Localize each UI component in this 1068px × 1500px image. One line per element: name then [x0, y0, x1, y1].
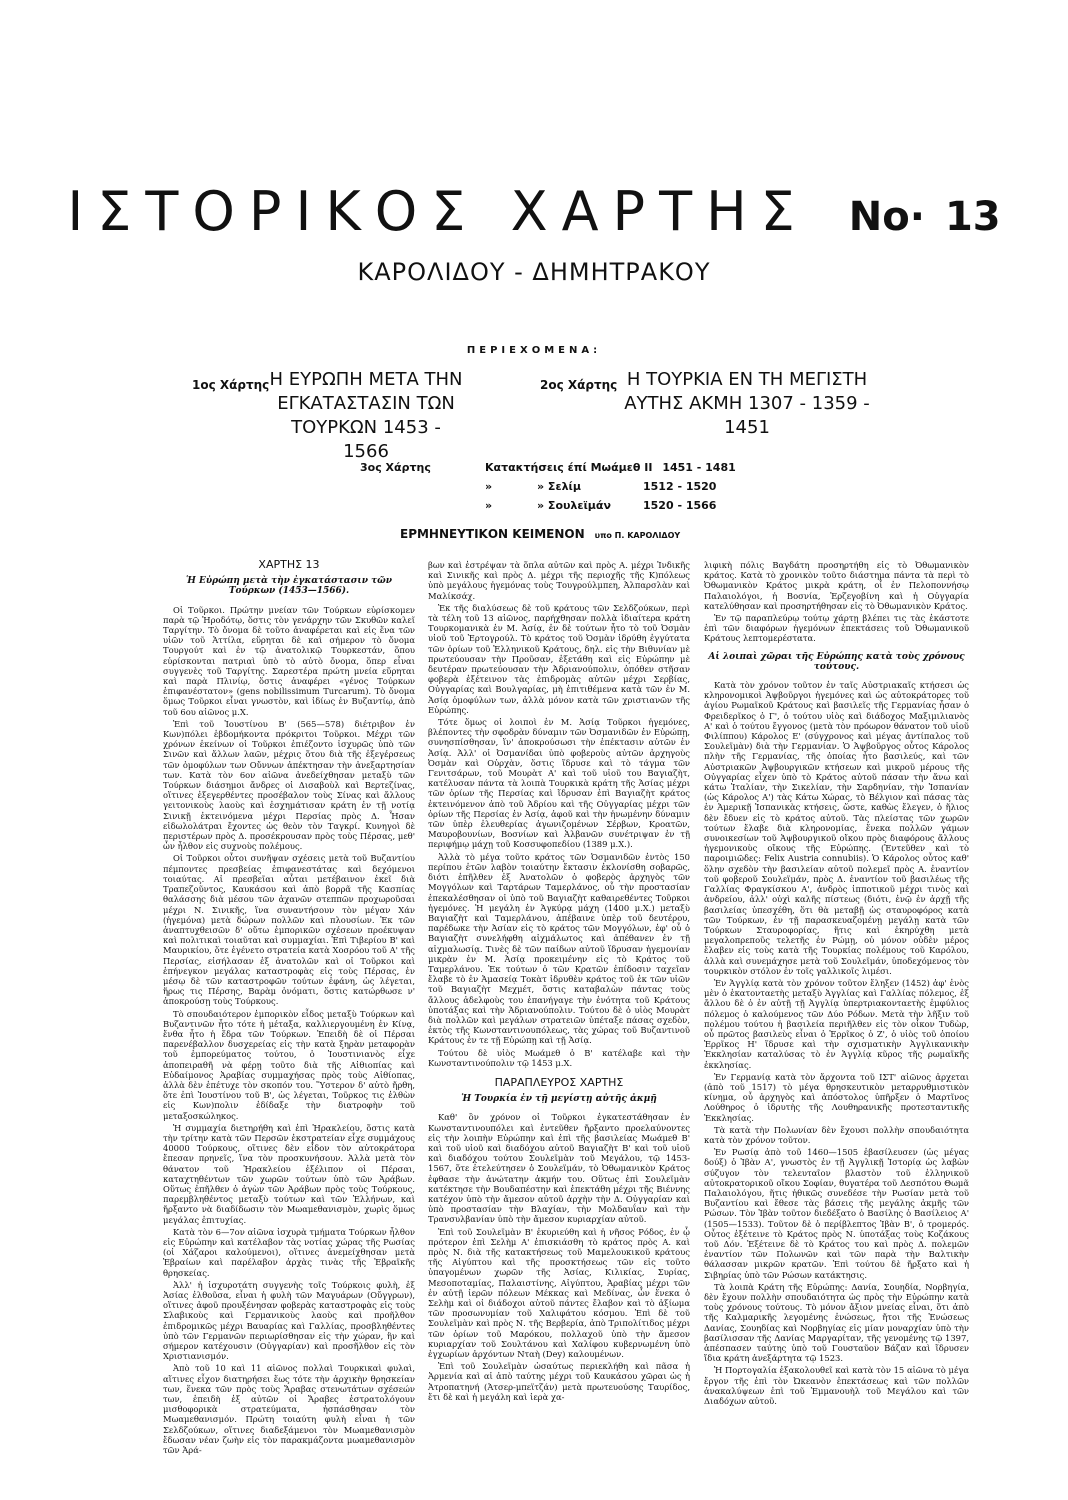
map2-label: 2ος Χάρτης	[540, 378, 618, 392]
paragraph: Ἀλλὰ τὸ μέγα τοῦτο κράτος τῶν Ὀσμανιδῶν ἐντὸς 150 περίπου ἐτῶν λαβὸν τοιαύτην ἔκτασιν ἐκλονίσθη σοβαρῶς, διότι ἐπῆλθεν ἐξ Ἀνατολῶν ὁ φοβερὸς ἀρχηγὸς τῶν Μογγόλων καὶ Ταρτάρων Ταμερλάνος, οὗ τὴν προστασίαν ἐπεκαλέσθησαν οἱ ὑπὸ τοῦ Βαγιαζὴτ καθαιρεθέντες Τοῦρκοι ἡγεμόνες. Ἡ μεγάλη ἐν Ἀγκύρᾳ μάχη (1400 μ.Χ.) μεταξὺ Βαγιαζὴτ καὶ Ταμερλάνου, ἀπέβαινε ὑπὲρ τοῦ δευτέρου, παρέδωκε τὴν Ἀσίαν εἰς τὸ κράτος τῶν Μογγόλων, ἐφ' οὗ ὁ Βαγιαζὴτ συνελήφθη αἰχμάλωτος καὶ ἀπέθανεν ἐν τῇ αἰχμαλωσίᾳ. Τινὲς δὲ τῶν παίδων αὐτοῦ ἵδρυσαν ἡγεμονίαν μικρὰν ἐν Μ. Ἀσίᾳ προκειμένην εἰς τὸ Κράτος τοῦ Ταμερλάνου. Ἐκ τούτων ὁ τῶν Κρατῶν ἐπίδοσιν ταχεῖαν ἔλαβε τὸ ἐν Ἀμασείᾳ Τοκὰτ ἱδρυθὲν κράτος τοῦ ἐκ τῶν υἱῶν τοῦ Βαγιαζὴτ Μεχμέτ, ὅστις καταβαλὼν πάντας τοὺς ἄλλους ἀδελφοὺς του ἐπανήγαγε τὴν ἑνότητα τοῦ Κράτους ὑποτάξας καὶ τὴν Ἀδριανούπολιν. Τούτου δὲ ὁ υἱὸς Μουρὰτ διὰ πολλῶν καὶ μεγάλων στρατειῶν ὑπέταξε πάσας σχεδὸν, ἐκτὸς τῆς Κωνσταντινουπόλεως, τὰς χώρας τοῦ Βυζαντινοῦ Κράτους ἐν τε τῇ Εὐρώπῃ καὶ τῇ Ἀσίᾳ.	[428, 851, 690, 1046]
paragraph: Ἐν Ἀγγλίᾳ κατὰ τὸν χρόνον τοῦτον ἔληξεν (1452) ἀφ' ἑνὸς μὲν ὁ ἑκατονταετὴς μεταξὺ Ἀγγλίας καὶ Γαλλίας πόλεμος, ἐξ ἄλλου δὲ ὁ ἐν αὐτῇ τῇ Ἀγγλίᾳ ὑπερτριακονταετὴς ἐμφύλιος πόλεμος ὁ καλούμενος τῶν Δύο Ρόδων. Μετὰ τὴν λῆξιν τοῦ πολέμου τούτου ἡ βασιλεία περιῆλθεν εἰς τὸν οἶκον Τυδὼρ, οὗ πρῶτος βασιλεὺς εἶναι ὁ Ἑρρῖκος ὁ Ζ', ὁ υἱὸς τοῦ ὁποίου Ἑρρῖκος Η' ἵδρυσε καὶ τὴν σχισματικὴν Ἀγγλικανικὴν Ἐκκλησίαν καταλύσας τὸ ἐν Ἀγγλίᾳ κῦρος τῆς ρωμαϊκῆς ἐκκλησίας.	[704, 977, 969, 1070]
map2-title-line1: Η ΤΟΥΡΚΙΑ ΕΝ ΤΗ ΜΕΓΙΣΤΗ	[626, 369, 868, 390]
map3-row1-c: 1451 - 1481	[662, 461, 736, 474]
paragraph: Ἐκ τῆς διαλύσεως δὲ τοῦ κράτους τῶν Σελδζούκων, περὶ τὰ τέλη τοῦ 13 αἰῶνος, παρήχθησαν πολλὰ ἰδιαίτερα κράτη Τουρκομανικὰ ἐν Μ. Ἀσίᾳ, ἐν δὲ τούτων ἦτο τὸ τοῦ Ὀσμὰν υἱοῦ τοῦ Ἐρτογρούλ. Τὸ κράτος τοῦ Ὀσμὰν ἱδρύθη ἐγγύτατα τῶν ὁρίων τοῦ Ἑλληνικοῦ Κράτους, δηλ. εἰς τὴν Βιθυνίαν μὲ πρωτεύουσαν τὴν Προῦσαν, ἐξετάθη καὶ εἰς Εὐρώπην μὲ δευτέραν πρωτεύουσαν τὴν Ἀδριανούπολιν, ὁπόθεν στῆσαν φοβερὰ ἐξέτεινον τὰς ἐπιδρομὰς αὐτῶν μέχρι Σερβίας, Οὐγγαρίας καὶ Βουλγαρίας, μὴ ἐπιτιθέμενα κατὰ τῶν ἐν Μ. Ἀσίᾳ ὁμοφύλων των, ἀλλὰ μόνον κατὰ τῶν χριστιανῶν τῆς Εὐρώπης.	[428, 602, 690, 715]
paragraph: λιφικὴ πόλις Βαγδάτη προσηρτήθη εἰς τὸ Ὀθωμανικὸν κράτος. Κατὰ τὸ χρονικὸν τοῦτο διάστημα πάντα τὰ περὶ τὸ Ὀθωμανικὸν Κράτος μικρὰ κράτη, οἷ ἐν Πελοποννήσῳ Παλαιολόγοι, ἡ Βοσνία, Ἑρζεγοβίνη καὶ ἡ Οὐγγαρία κατελύθησαν καὶ προσηρτήθησαν εἰς τὸ Ὀθωμανικὸν Κράτος.	[704, 560, 969, 611]
map1-title-line2: ΕΓΚΑΤΑΣΤΑΣΙΝ ΤΩΝ	[277, 393, 455, 414]
text-column-1	[163, 560, 415, 1457]
map3-row1-a: Κατακτήσεις	[485, 461, 564, 474]
paragraph: Ἡ συμμαχία διετηρήθη καὶ ἐπὶ Ἡρακλείου, ὅστις κατὰ τὴν τρίτην κατὰ τῶν Περσῶν ἐκστρατείαν εἶχε συμμάχους 40000 Τούρκους, οἵτινες δὲν εἶδον τὸν αὐτοκράτορα ἔπεσαν πρηνεῖς, ἵνα τὸν προσκυνήσουν. Ἀλλὰ μετὰ τὸν θάνατον τοῦ Ἡρακλείου ἐξέλιπον οἱ Πέρσαι, καταχτηθέντων τῶν χωρῶν τούτων ὑπὸ τῶν Ἀράβων. Οὕτως ἐπῆλθεν ὁ ἀγὼν τῶν Ἀράβων πρὸς τοὺς Τούρκους, παρεμβληθέντος μεταξὺ τούτων καὶ τῶν Ἑλλήνων, καὶ ἤρξαντο νὰ διαδίδωσιν τὸν Μωαμεθανισμὸν, χωρὶς ὅμως μεγάλας ἐπιτυχίας.	[163, 1122, 415, 1225]
text-column-2	[428, 560, 690, 1404]
paragraph: Ἐν Γερμανίᾳ κατὰ τὸν ἄρχοντα τοῦ ΙΣΤ' αἰῶνος ἀρχεται (ἀπὸ τοῦ 1517) τὸ μέγα θρησκευτικὸν μεταρρυθμιστικὸν κίνημα, οὗ ἀρχηγὸς καὶ ἀπόστολος ὑπῆρξεν ὁ Μαρτῖνος Λούθηρος ὁ ἱδρυτὴς τῆς Λουθηρανικῆς προτεσταντικῆς Ἐκκλησίας.	[704, 1071, 969, 1123]
map-number: 13	[944, 194, 1001, 240]
number-label: Νο·	[848, 194, 925, 240]
map2-title	[612, 368, 882, 440]
text-column-3	[704, 560, 969, 1408]
commentary-author: υπο Π. ΚΑΡΟΛΙΔΟΥ	[594, 531, 681, 540]
commentary-heading	[400, 527, 680, 541]
paragraph: Ἐπὶ τοῦ Ἰουστίνου Β' (565—578) διέτριβον ἐν Κων)πόλει ἑβδομήκοντα πρόκριτοι Τοῦρκοι. Μέχρι τῶν χρόνων ἐκείνων οἱ Τοῦρκοι ἐπιέζοντο ἰσχυρῶς ὑπὸ τῶν Σινῶν καὶ ἄλλων λαῶν, μέχρις ὅτου διὰ τῆς ἐξεγέρσεως τῶν ὁμοφύλων των Οὔννων ἀπέκτησαν τὴν ἀνεξαρτησίαν των. Κατὰ τὸν 6ον αἰῶνα ἀνεδείχθησαν μεταξὺ τῶν Τούρκων διάσημοι ἄνδρες οἱ Δισαβοὺλ καὶ Βερτεζίνας, οἵτινες ἐξεγερθέντες προσέβαλον τοὺς Σίνας καὶ ἄλλους γειτονικοὺς λαοὺς καὶ ἐσχημάτισαν κράτη ἐν τῇ νοτίᾳ Σινικῇ ἐκτεινόμενα μέχρι Περσίας πρὸς Δ. Ἦσαν εἰδωλολάτραι ἔχοντες ὡς θεὸν τὸν Ταγκρί. Κυνηγοὶ δὲ περιστέρων πρὸς Δ. προσέκρουσαν πρὸς τοὺς Πέρσας, μεθ' ὧν ἦλθον εἰς συχνοὺς πολέμους.	[163, 718, 415, 852]
paragraph: Τότε ὅμως οἱ λοιποὶ ἐν Μ. Ἀσίᾳ Τοῦρκοι ἡγεμόνες, βλέποντες τὴν σφοδρὰν δύναμιν τῶν Ὀσμανιδῶν ἐν Εὐρώπῃ, συνησπίσθησαν, ἵν' ἀποκρούσωσι τὴν ἐπέκτασιν αὐτῶν ἐν Ἀσίᾳ. Ἀλλ' οἱ Ὀσμανίδαι ὑπὸ φοβεροὺς αὐτῶν ἀρχηγοὺς Ὀσμὰν καὶ Οὐρχὰν, ὅστις ἵδρυσε καὶ τὸ τάγμα τῶν Γενιτσάρων, τοῦ Μουρὰτ Α' καὶ τοῦ υἱοῦ του Βαγιαζὴτ, κατέλυσαν πάντα τὰ λοιπὰ Τουρκικὰ κράτη τῆς Ἀσίας μέχρι τῶν ὁρίων τῆς Περσίας καὶ ἵδρυσαν ἐπὶ Βαγιαζὴτ κράτος ἐκτεινόμενον ἀπὸ τοῦ Ἀδρίου καὶ τῆς Οὐγγαρίας μέχρι τῶν ὁρίων τῆς Περσίας ἐν Ἀσίᾳ, ἀφοῦ καὶ τὴν ἡνωμένην δύναμιν τῶν ὑπὲρ ἐλευθερίας ἀγωνιζομένων Σέρβων, Κροατῶν, Μαυροβουνίων, Βοσνίων καὶ Ἀλβανῶν συνέτριψαν ἐν τῇ περιφήμῳ μάχῃ τοῦ Κοσσυφοπεδίου (1389 μ.Χ.).	[428, 717, 690, 850]
paragraph: βων καὶ ἐστρέψαν τὰ ὅπλα αὐτῶν καὶ πρὸς Α. μέχρι Ἰνδικῆς καὶ Σινικῆς καὶ πρὸς Δ. μέχρι τῆς περιοχῆς τῆς Κ)πόλεως ὑπὸ μεγάλους ἡγεμόνας τοὺς Τουγρούλμπεη, Ἀλπαρσλὰν καὶ Μαλίκσάχ.	[428, 560, 690, 601]
paragraph: Καθ' ὃν χρόνον οἱ Τοῦρκοι ἐγκατεστάθησαν ἐν Κωνσταντινουπόλει καὶ ἐντεῦθεν ἤρξαντο προελαύνοντες εἰς τὴν λοιπὴν Εὐρώπην καὶ ἐπὶ τῆς βασιλείας Μωάμεθ Β' καὶ τοῦ υἱοῦ καὶ διαδόχου αὐτοῦ Βαγιαζὴτ Β' καὶ τοῦ υἱοῦ καὶ διαδόχου τούτου Σουλεϊμὰν τοῦ Μεγάλου, τῷ 1453-1567, ὅτε ἐτελεύτησεν ὁ Σουλεϊμάν, τὸ Ὀθωμανικὸν Κράτος ἐφθασε τὴν ἀνώτατην ἀκμήν του. Οὕτως ἐπὶ Σουλεϊμὰν κατέκτησε τὴν Βουδαπέστην καὶ ἐπεκτάθη μέχρι τῆς Βιέννης κατέχον ὑπὸ τὴν ἄμεσον αὐτοῦ ἀρχὴν τὴν Δ. Οὐγγαρίαν καὶ ὑπὸ προστασίαν τὴν Βλαχίαν, τὴν Μολδαυΐαν καὶ τὴν Τρανσυλβανίαν ὑπὸ τὴν ἄμεσον κυριαρχίαν αὐτοῦ.	[428, 1112, 690, 1225]
map3-row	[360, 496, 736, 515]
map1-title-line1: Η ΕΥΡΩΠΗ ΜΕΤΑ ΤΗΝ	[269, 369, 463, 390]
paragraph: Ἐπὶ τοῦ Σουλεϊμὰν Β' ἐκυριεύθη καὶ ἡ νῆσος Ρόδος, ἐν ᾧ πρότερον ἐπὶ Σελὴμ Α' ἐπισκιάσθη τὸ κράτος πρὸς Α. καὶ πρὸς Ν. διὰ τῆς κατακτήσεως τοῦ Μαμελουκικοῦ κράτους τῆς Αἰγύπτου καὶ τῆς προσκτήσεως τῶν εἰς τοῦτο ὑπαγομένων χωρῶν τῆς Ἀσίας, Κιλικίας, Συρίας, Μεσοποταμίας, Παλαιστίνης, Αἰγύπτου, Ἀραβίας μέχρι τῶν ἐν αὐτῇ ἱερῶν πόλεων Μέκκας καὶ Μεδίνας, ὧν ἕνεκα ὁ Σελὴμ καὶ οἱ διάδοχοι αὐτοῦ πάντες ἔλαβον καὶ τὸ ἀξίωμα τῶν προσωνυμίαν τοῦ Χαλιφάτου κόσμου. Ἐπὶ δὲ τοῦ Σουλεϊμὰν καὶ πρὸς Ν. τῆς Βερβερία, ἀπὸ Τριπολίτιδος μέχρι τῶν ὁρίων τοῦ Μαρόκου, πολλαχοῦ ὑπὸ τὴν ἄμεσον κυριαρχίαν τοῦ Σουλτάνου καὶ Χαλίφου κυβερνωμένη ὑπὸ ἐγχωρίων ἀρχόντων Νταὴ (Dey) καλουμένων.	[428, 1226, 690, 1360]
paragraph: Οἱ Τοῦρκοι οὗτοι συνῆψαν σχέσεις μετὰ τοῦ Βυζαντίου πέμποντες πρεσβείας ἐπιφανεστάτας καὶ δεχόμενοι τοιαύτας. Αἱ πρεσβεῖαι αὗται μετέβαινον ἐκεῖ διὰ Τραπεζοῦντος, Καυκάσου καὶ ἀπὸ βορρᾶ τῆς Κασπίας θαλάσσης διὰ μέσου τῶν ἀχανῶν στεππῶν προχωροῦσαι μέχρι Ν. Σινικῆς, ἵνα συναντήσουν τὸν μέγαν Χάν (ἡγεμόνα) μετὰ δώρων πολλῶν καὶ πλουσίων. Ἐκ τῶν ἀναπτυχθεισῶν δ' οὕτω ἐμπορικῶν σχέσεων προέκυψαν καὶ πολιτικαὶ τοιαῦται καὶ συμμαχίαι. Ἐπὶ Τιβερίου Β' καὶ Μαυρικίου, ὅτε ἐγένετο στρατεία κατὰ Χοσρόου τοῦ Α' τῆς Περσίας, εἰσήλασαν ἐξ ἀνατολῶν καὶ οἱ Τοῦρκοι καὶ ἐπήνεγκον μεγάλας καταστροφὰς εἰς τοὺς Πέρσας, ἐν μέσῳ δὲ τῶν καταστροφῶν τούτων ἐφάνη, ὡς λέγεται, ἥρως τις Πέρσης, Βαρὰμ ὀνόματι, ὅστις κατώρθωσε ν' ἀποκρούσῃ τοὺς Τούρκους.	[163, 853, 415, 1007]
map3-row	[360, 458, 736, 477]
paragraph: Τὰ λοιπὰ Κράτη τῆς Εὐρώπης: Δανία, Σουηδία, Νορβηγία, δὲν ἔχουν πολλὴν σπουδαιότητα ὡς πρὸς τὴν Εὐρώπην κατὰ τοὺς χρόνους τούτους. Τὸ μόνον ἄξιον μνείας εἶναι, ὅτι ἀπὸ τῆς Καλμαρικῆς λεγομένης ἐνώσεως, ἤτοι τῆς Ἑνώσεως Δανίας, Σουηδίας καὶ Νορβηγίας εἰς μίαν μοναρχίαν ὑπὸ τὴν βασίλισσαν τῆς Δανίας Μαργαρίταν, τῆς γενομένης τῷ 1397, ἀπέσπασεν ταύτης ὑπὸ τοῦ Γουσταῦον Βάζαν καὶ ἵδρυσεν ἴδια κράτη ἀνεξάρτητα τῷ 1523.	[704, 1281, 969, 1364]
paragraph: Τούτου δὲ υἱὸς Μωάμεθ ὁ Β' κατέλαβε καὶ τὴν Κωνσταντινούπολιν τῷ 1453 μ.Χ.	[428, 1047, 690, 1068]
section-subtitle: Ἡ Τουρκία ἐν τῇ μεγίστῃ αὐτῆς ἀκμῇ	[461, 1094, 657, 1105]
map1-title-line3: ΤΟΥΡΚΩΝ 1453 - 1566	[291, 417, 441, 462]
paragraph: Ἐπὶ τοῦ Σουλεϊμὰν ὡσαύτως περιεκλήθη καὶ πᾶσα ἡ Ἀρμενία καὶ αἱ ἀπὸ ταύτης μέχρι τοῦ Καυκάσου χῶραι ὡς ἡ Ἀτροπατηνή (Ἀτσερ-μπεϊτζάν) μετὰ πρωτευούσης Ταυρίδος, ἔτι δὲ καὶ ἡ μεγάλη καὶ ἱερὰ χα-	[428, 1361, 690, 1402]
document-title	[0, 180, 1068, 243]
paragraph: Ἡ Πορτογαλία ἐξακολουθεῖ καὶ κατὰ τὸν 15 αἰῶνα τὸ μέγα ἔργον τῆς ἐπὶ τὸν Ὠκεανὸν ἐπεκτάσεως καὶ τῶν πολλῶν ἀνακαλύψεων ἐπὶ τοῦ Ἐμμανουὴλ τοῦ Μεγάλου καὶ τῶν Διαδόχων αὐτοῦ.	[704, 1365, 969, 1407]
map3-row3-c: 1520 - 1566	[643, 499, 717, 512]
paragraph: Οἱ Τοῦρκοι. Πρώτην μνείαν τῶν Τούρκων εὑρίσκομεν παρὰ τῷ Ἡροδότῳ, ὅστις τὸν γενάρχην τῶν Σκυθῶν καλεῖ Ταργίτην. Τὸ ὄνομα δὲ τοῦτο ἀναφέρεται καὶ εἰς ἕνα τῶν υἱῶν τοῦ Ἀττίλα, εὕρηται δὲ καὶ σήμερον τὸ ὄνομα Τουργούτ καὶ ἐν τῷ ἀνατολικῷ Τουρκεστάν, ὅπου εὑρίσκονται πατριαὶ ὑπὸ τὸ αὐτὸ ὄνομα, ὅπερ εἶναι συγγενὲς τοῦ Ταργίτης. Σαρεστέρα πρώτη μνεία εὕρηται καὶ παρὰ Πλινίῳ, ὅστις ἀναφέρει «γένος Τούρκων ἐπιφανέστατον» (gens nobilissimum Turcarum). Τὸ ὄνομα ὅμως Τοῦρκοι εἶναι γνωστὸν, καὶ ἰδίως ἐν Βυζαντίῳ, ἀπὸ τοῦ 6ου αἰῶνος μ.Χ.	[163, 604, 415, 717]
section-title: ΧΑΡΤΗΣ 13	[258, 558, 320, 571]
paragraph: Τὸ σπουδαιότερον ἐμπορικὸν εἶδος μεταξὺ Τούρκων καὶ Βυζαντινῶν ἦτο τότε ἡ μέταξα, καλλιεργουμένη ἐν Κίνᾳ, ἔνθα ἦτο ἡ ἕδρα τῶν Τούρκων. Ἐπειδὴ δὲ οἱ Πέρσαι παρενέβαλλον δυσχερείας εἰς τὴν κατὰ ξηρὰν μεταφορὰν τοῦ ἐμπορεύματος τούτου, ὁ Ἰουστινιανὸς εἶχε ἀποπειραθῆ νὰ φέρῃ τοῦτο διὰ τῆς Αἰθιοπίας καὶ Εὐδαίμονος Ἀραβίας συμμαχήσας πρὸς τοὺς Αἰθίοπας, ἀλλὰ δὲν ἐπέτυχε τὸν σκοπόν του. Ὕστερον δ' αὐτὸ ἤρθη, ὅτε ἐπὶ Ἰουστίνου τοῦ Β', ὡς λέγεται, Τοῦρκος τις ἐλθὼν εἰς Κων)πολιν ἐδίδαξε τὴν διατροφὴν τοῦ μεταξοσκώληκος.	[163, 1008, 415, 1121]
paragraph: Κατὰ τὸν 6—7ον αἰῶνα ἰσχυρὰ τμήματα Τούρκων ἦλθον εἰς Εὐρώπην καὶ κατέλαβον τὰς νοτίας χώρας τῆς Ρωσίας (οἱ Χάζαροι καλούμενοι), οἵτινες ἀνεμείχθησαν μετὰ Ἑβραίων καὶ παρέλαβον ἀρχὰς τινὰς τῆς Ἑβραϊκῆς θρησκείας.	[163, 1226, 415, 1278]
title-text: ΙΣΤΟΡΙΚΟΣ ΧΑΡΤΗΣ	[67, 180, 809, 243]
paragraph: Ἀλλ' ἡ ἰσχυροτάτη συγγενὴς τοῖς Τούρκοις φυλὴ, ἐξ Ἀσίας ἐλθοῦσα, εἶναι ἡ φυλὴ τῶν Μαγυάρων (Οὔγγρων), οἵτινες ἀφοῦ προυξένησαν φοβερὰς καταστροφὰς εἰς τοὺς Σλαβικοὺς καὶ Γερμανικοὺς λαοὺς καὶ προῆλθον ἐπιδρομικῶς μέχρι Βαυαρίας καὶ Γαλλίας, προσβληθέντες ὑπὸ τῶν Γερμανῶν περιωρίσθησαν εἰς τὴν χώραν, ἣν καὶ σήμερον κατέχουσιν (Οὐγγαρίαν) καὶ προσῆλθον εἰς τὸν Χριστιανισμόν.	[163, 1279, 415, 1362]
map3-row2-a: »	[485, 480, 493, 493]
paragraph: Κατὰ τὸν χρόνον τοῦτον ἐν ταῖς Αὐστριακαῖς κτήσεσι ὡς κληρονομικοὶ Ἀψβοῦργοι ἡγεμόνες καὶ ὡς αὐτοκράτορες τοῦ ἁγίου Ρωμαϊκοῦ Κράτους καὶ βασιλεῖς τῆς Γερμανίας ἦσαν ὁ Φρειδερῖκος ὁ Γ', ὁ τούτου υἱὸς καὶ διάδοχος Μαξιμιλιανὸς Α' καὶ ὁ τούτου ἔγγονος (μετὰ τὸν πρόωρον θάνατον τοῦ υἱοῦ Φιλίππου) Κάρολος Ε' (σύγχρονος καὶ μέγας ἀντίπαλος τοῦ Σουλεϊμὰν) διὰ τὴν Γερμανίαν. Ὁ Ἀψβοῦργος οὗτος Κάρολος πλὴν τῆς Γερμανίας, τῆς ὁποίας ἦτο βασιλεύς, καὶ τῶν Αὐστριακῶν Ἀψβουργικῶν κτήσεων καὶ μικροῦ μέρους τῆς Οὐγγαρίας εἶχεν ὑπὸ τὸ Κράτος αὐτοῦ πάσαν τὴν ἄνω καὶ κάτω Ἰταλίαν, τὴν Σικελίαν, τὴν Σαρδηνίαν, τὴν Ἱσπανίαν (ὡς Κάρολος Α') τὰς Κάτω Χώρας, τὸ Βέλγιον καὶ πάσας τὰς ἐν Ἀμερικῇ Ἱσπανικὰς κτήσεις, ὥστε, καθὼς ἔλεγεν, ὁ ἥλιος δὲν ἔδυεν εἰς τὸ κράτος αὐτοῦ. Τὰς πλείστας τῶν χωρῶν τούτων ἔλαβε διὰ κληρονομίας, ἕνεκα πολλῶν γάμων συνοικεσίων τοῦ Ἀψβουργικοῦ οἴκου πρὸς διαφόρους ἄλλους ἡγεμονικοὺς οἴκους τῆς Εὐρώπης. (Ἐντεῦθεν καὶ τὸ παροιμιῶδες: Felix Austria connubiis). Ὁ Κάρολος οὗτος καθ' ὅλην σχεδὸν τὴν βασιλείαν αὐτοῦ πολεμεῖ πρὸς Α. ἐναντίον τοῦ φοβεροῦ Σουλεϊμάν, πρὸς Δ. ἐναντίον τοῦ βασιλέως τῆς Γαλλίας Φραγκίσκου Α', ἀνδρὸς ἱπποτικοῦ μέχρι τινὸς καὶ ἀνδρείου, ἀλλ' οὐχὶ καλῆς πίστεως (διότι, ἐνῷ ἐν ἀρχῇ τῆς βασιλείας ὑπεσχέθη, ὅτι θὰ μεταβῇ ὡς σταυροφόρος κατὰ τῶν Τούρκων, ἐν τῇ παρασκευαζομένῃ μεγάλῃ κατὰ τῶν Τούρκων Σταυροφορίας, ἥτις καὶ ἐκηρύχθη μετὰ μεγαλοπρεποῦς τελετῆς ἐν Ρώμῃ, οὐ μόνον οὐδὲν μέρος ἔλαβεν εἰς τοὺς κατὰ τῆς Τουρκίας πολέμους τοῦ Καρόλου, ἀλλὰ καὶ συνεμάχησε μετὰ τοῦ Σουλεϊμάν, ὑποδεχόμενος τὸν τουρκικὸν στόλον ἐν τοῖς γαλλικοῖς λιμέσι.	[704, 680, 969, 976]
paragraph: Ἐν τῷ παραπλεύρῳ τούτῳ χάρτῃ βλέπει τις τὰς ἑκάστοτε ἐπὶ τῶν διαφόρων ἡγεμόνων ἐπεκτάσεις τοῦ Ὀθωμανικοῦ Κράτους λεπτομερέστατα.	[704, 613, 969, 644]
paragraph: Ἐν Ρωσίᾳ ἀπὸ τοῦ 1460—1505 ἐβασίλευσεν (ὡς μέγας δούξ) ὁ Ἰβὰν Α', γνωστὸς ἐν τῇ Ἀγγλικῇ Ἱστορίᾳ ὡς λαβὼν σύζυγον τὸν τελευταῖον βλαστὸν τοῦ ἑλληνικοῦ αὐτοκρατορικοῦ οἴκου Σοφίαν, θυγατέρα τοῦ Δεσπότου Θωμᾶ Παλαιολόγου, ἥτις ἠθικῶς συνεδέσε τὴν Ρωσίαν μετὰ τοῦ Βυζαντίου καὶ ἔθεσε τὰς βάσεις τῆς μεγάλης ἀκμῆς τῶν Ρώσων. Τὸν Ἰβὰν τοῦτον διεδέξατο ὁ Βασίλης ὁ Βασίλειος Α' (1505—1533). Τοῦτον δὲ ὁ περίβλεπτος Ἰβὰν Β', ὁ τρομερός. Οὗτος ἐξέτεινε τὸ Κράτος πρὸς Ν. ὑποτάξας τοὺς Κοζάκους τοῦ Δόν. Ἐξέτεινε δὲ τὸ Κράτος του καὶ πρὸς Δ. πολεμῶν ἐναντίον τῶν Πολωνῶν καὶ τῶν παρὰ τὴν Βαλτικὴν θάλασσαν μικρῶν κρατῶν. Ἐπὶ τούτου δὲ ἤρξατο καὶ ἡ Σιβηρίας ὑπὸ τῶν Ρώσων κατάκτησις.	[704, 1147, 969, 1280]
paragraph: Τὰ κατὰ τὴν Πολωνίαν δὲν ἔχουσι πολλὴν σπουδαιότητα κατὰ τὸν χρόνον τοῦτον.	[704, 1124, 969, 1145]
map3-row2-b: » Σελίμ	[537, 480, 581, 493]
map3-entry	[360, 458, 736, 515]
map1-label: 1ος Χάρτης	[192, 378, 270, 392]
section-subtitle: Αἱ λοιπαὶ χῶραι τῆς Εὐρώπης κατὰ τοὺς χρόνους τούτους.	[708, 651, 965, 672]
map3-row1-b: έπί Μωάμεθ ΙΙ	[567, 461, 653, 474]
map2-title-line2: ΑΥΤΗΣ ΑΚΜΗ 1307 - 1359 - 1451	[624, 393, 870, 438]
map1-title	[266, 368, 466, 464]
map3-row2-c: 1512 - 1520	[643, 480, 717, 493]
map3-row3-a: »	[485, 499, 493, 512]
map3-row3-b: » Σουλεϊμάν	[537, 499, 611, 512]
section-title: ΠΑΡΑΠΛΕΥΡΟΣ ΧΑΡΤΗΣ	[494, 1075, 624, 1089]
map3-label: 3ος Χάρτης	[360, 461, 431, 474]
contents-label: ΠΕΡΙΕΧΟΜΕΝΑ:	[466, 345, 602, 356]
authors-subtitle: ΚΑΡΟΛΙΔΟΥ - ΔΗΜΗΤΡΑΚΟΥ	[357, 258, 711, 286]
section-subtitle: Ἡ Εὐρώπη μετὰ τὴν ἐγκατάστασιν τῶν Τούρκων (1453—1566).	[186, 576, 392, 597]
commentary-title: ΕΡΜΗΝΕΥΤΙΚΟΝ ΚΕΙΜΕΝΟΝ	[400, 527, 585, 541]
map3-row	[360, 477, 736, 496]
paragraph: Ἀπὸ τοῦ 10 καὶ 11 αἰῶνος πολλαὶ Τουρκικαὶ φυλαὶ, αἵτινες εἶχον διατηρήσει ἕως τότε τὴν ἀρχικὴν θρησκείαν των, ἕνεκα τῶν πρὸς τοὺς Ἄραβας στενωτάτων σχέσεών των, ἐπειδὴ ἐξ αὐτῶν οἱ Ἄραβες ἐστρατολόγουν μισθοφορικὰ στρατεύματα, ἠσπάσθησαν τὸν Μωαμεθανισμόν. Πρώτη τοιαύτη φυλὴ εἶναι ἡ τῶν Σελδζούκων, οἵτινες διαδεξάμενοι τὸν Μωαμεθανισμὸν ἔδωσαν νέαν ζωὴν εἰς τὸν παρακμάζοντα μωαμεθανισμὸν τῶν Ἀρά-	[163, 1363, 415, 1456]
